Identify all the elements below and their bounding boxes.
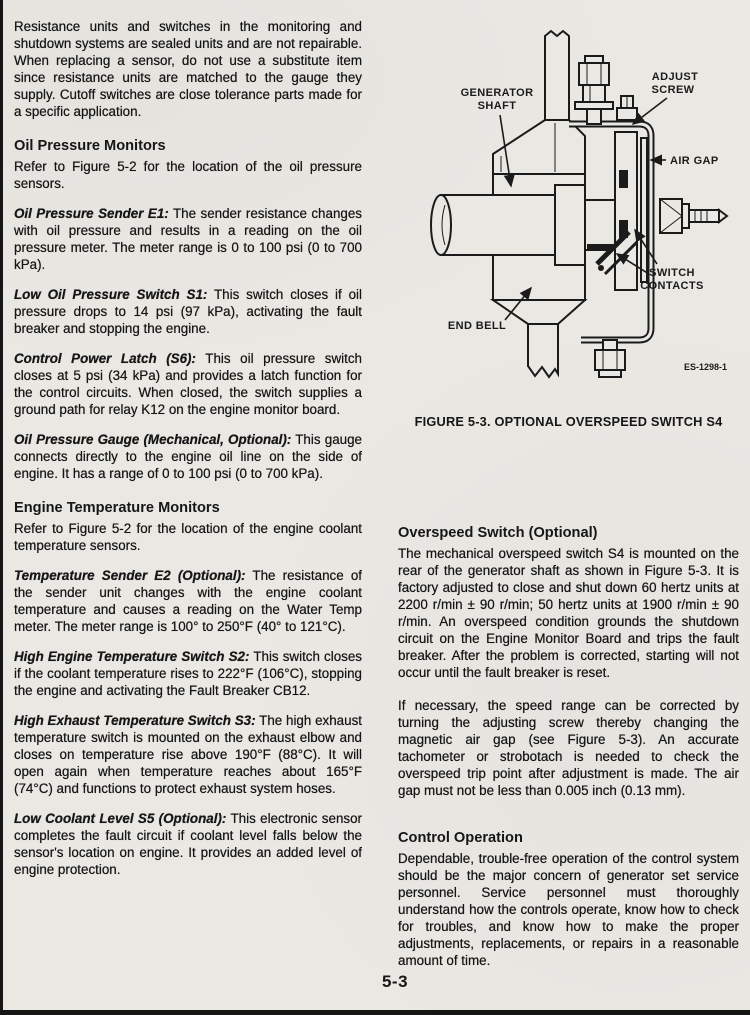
definition-low-oil-pressure-switch xyxy=(14,286,362,337)
definition-oil-pressure-gauge xyxy=(14,431,362,482)
definition-temperature-sender xyxy=(14,567,362,635)
term-text: This gauge connects directly to the engine oil line on the side of engine. It has a range of 0 to 100 psi (0 to 700 kPa). xyxy=(14,432,362,481)
control-operation-heading: Control Operation xyxy=(398,830,523,846)
engine-temperature-monitors-heading: Engine Temperature Monitors xyxy=(14,500,220,516)
definition-high-engine-temperature-switch xyxy=(14,648,362,699)
term-label: High Engine Temperature Switch S2: xyxy=(14,649,250,664)
overspeed-switch-heading: Overspeed Switch (Optional) xyxy=(398,525,598,541)
left-column xyxy=(14,18,362,891)
scan-edge-bottom xyxy=(0,1010,750,1015)
hub-step xyxy=(585,200,615,250)
term-label: Low Coolant Level S5 (Optional): xyxy=(14,811,227,826)
scan-edge-left xyxy=(0,0,3,1015)
end-bell-stem-top xyxy=(545,31,569,120)
term-text: The sender resistance changes with oil pressure and results in a reading on the oil pressure meter. The meter range is 0 to 100 psi (0 to 700 kPa). xyxy=(14,206,362,272)
adjust-screw-label: SCREW xyxy=(651,84,695,96)
definition-low-coolant-level xyxy=(14,810,362,878)
intro-paragraph: Resistance units and switches in the monitoring and shutdown systems are sealed units and are not repairable. When replacing a sensor, do not use a substitute item since resistance units are matched to the gauge they supply. Cutoff switches are close tolerance parts made for a specific application. xyxy=(14,19,362,119)
term-text: This switch closes if the coolant temperature rises to 222°F (106°C), stopping the engine and activating the Fault Breaker CB12. xyxy=(14,649,362,698)
overspeed-paragraph-2: If necessary, the speed range can be corrected by turning the adjusting screw thereby changing the magnetic air gap (see Figure 5-3). An accurate tachometer or strobotach is needed to check the overspeed trip point after adjustment is made. The air gap must not be less than 0.005 inch (0.13 mm). xyxy=(398,698,739,798)
term-text: The resistance of the sender unit changes with the engine coolant temperature and causes a reading on the Water Temp meter. The meter range is 100° to 250°F (40° to 121°C). xyxy=(14,568,362,634)
term-label: Oil Pressure Sender E1: xyxy=(14,206,169,221)
section-intro-paragraph: Refer to Figure 5-2 for the location of the oil pressure sensors. xyxy=(14,159,362,191)
generator-shaft-label: GENERATOR xyxy=(460,87,534,99)
adjust-screw-label: ADJUST xyxy=(651,71,699,83)
generator-shaft xyxy=(441,195,555,255)
section-intro-paragraph: Refer to Figure 5-2 for the location of the engine coolant temperature sensors. xyxy=(14,521,362,553)
term-text: This oil pressure switch closes at 5 psi (34 kPa) and provides a latch function for the control circuits. When closed, the switch supplies a ground path for relay K12 on the engine monitor board. xyxy=(14,351,362,417)
air-gap-label: AIR GAP xyxy=(670,155,719,167)
overspeed-switch-diagram xyxy=(405,22,735,394)
definition-oil-pressure-sender xyxy=(14,205,362,273)
page-number: 5-3 xyxy=(381,972,409,991)
switch-contacts-label: CONTACTS xyxy=(640,280,704,292)
term-label: Low Oil Pressure Switch S1: xyxy=(14,287,208,302)
term-label: High Exhaust Temperature Switch S3: xyxy=(14,713,256,728)
end-bell-taper xyxy=(493,300,585,324)
term-text: This switch closes if oil pressure drops to 14 psi (97 kPa), activating the fault breaker and stopping the engine. xyxy=(14,287,362,336)
end-bell-label: END BELL xyxy=(447,320,507,332)
bottom-bolt xyxy=(595,340,625,377)
term-text: The high exhaust temperature switch is mounted on the exhaust elbow and closes on temperature rise above 190°F (88°C). It will open again when temperature reaches about 165°F (74°C) and functions to protect exhaust system hoses. xyxy=(14,713,362,796)
term-label: Temperature Sender E2 (Optional): xyxy=(14,568,246,583)
term-label: Control Power Latch (S6): xyxy=(14,351,196,366)
term-label: Oil Pressure Gauge (Mechanical, Optional): xyxy=(14,432,292,447)
figure-reference-number: ES-1298-1 xyxy=(683,362,727,372)
oil-pressure-monitors-heading: Oil Pressure Monitors xyxy=(14,138,166,154)
shaft-hub xyxy=(555,185,585,265)
leader-arrow xyxy=(633,98,667,124)
control-operation-paragraph: Dependable, trouble-free operation of the control system should be the major concern of generator set service personnel. Service personnel must thoroughly understand how the controls operate, know how to check for troubles, and know how to make the proper adjustments, replacements, or repairs in a reasonable amount of time. xyxy=(398,851,739,968)
armature-plate xyxy=(641,138,647,282)
term-text: This electronic sensor completes the fault circuit if coolant level falls below the sensor's location on engine. It provides an added level of engine protection. xyxy=(14,811,362,877)
end-bell-upper-body xyxy=(493,120,585,174)
definition-control-power-latch xyxy=(14,350,362,418)
top-bolt xyxy=(575,56,613,124)
adjust-screw xyxy=(617,96,637,120)
side-bolt xyxy=(660,199,727,233)
generator-shaft-label: SHAFT xyxy=(477,100,517,112)
definition-high-exhaust-temperature-switch xyxy=(14,712,362,797)
figure-caption: FIGURE 5-3. OPTIONAL OVERSPEED SWITCH S4 xyxy=(414,414,723,429)
overspeed-paragraph-1: The mechanical overspeed switch S4 is mounted on the rear of the generator shaft as shown in Figure 5-3. It is factory adjusted to close and shut down 60 hertz units at 2200 r/min ± 90 r/min; 50 hertz units at 1900 r/min ± 90 r/min. An overspeed condition grounds the shutdown circuit on the Engine Monitor Board and trips the fault breaker. After the problem is corrected, starting will not occur until the fault breaker is reset. xyxy=(398,546,739,680)
switch-contacts-label: SWITCH xyxy=(649,267,695,279)
right-column xyxy=(398,524,739,982)
end-bell-leg xyxy=(528,324,558,377)
